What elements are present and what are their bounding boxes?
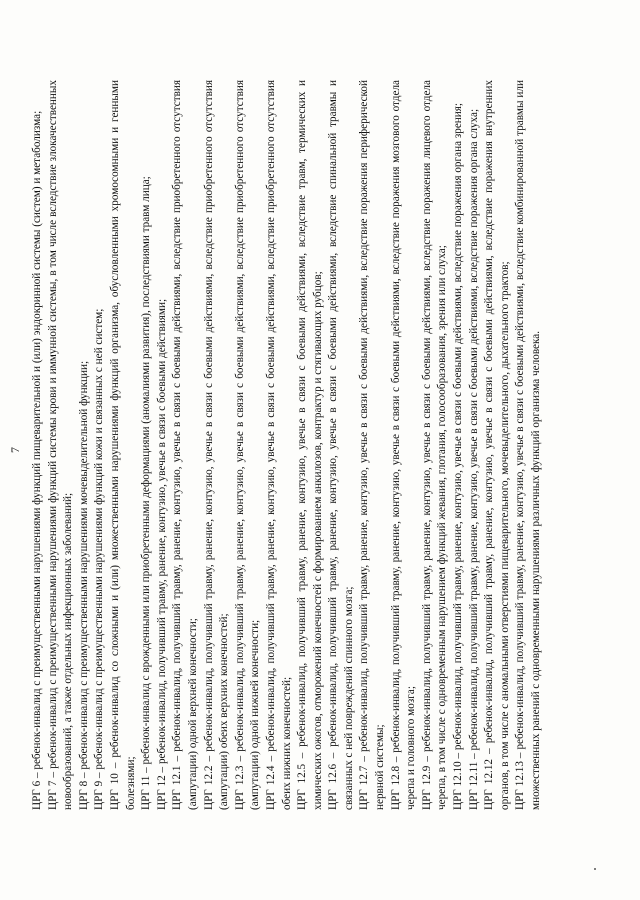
paragraph-crg-8: ЦРГ 8 – ребенок-инвалид с преимущественными нарушениями мочевыделительной функции; <box>77 360 90 810</box>
document-body <box>30 80 545 810</box>
paragraph-crg-12-1: ЦРГ 12.1 – ребенок-инвалид, получивший травму, ранение, контузию, увечье в связи с боевыми действиями, вследствие приобретенного отсутствия (ампутации) одной верхней конечности; <box>171 80 199 810</box>
paragraph-crg-12-9: ЦРГ 12.9 – ребенок-инвалид, получивший травму, ранение, контузию, увечье в связи с боевыми действиями, вследствие поражения лицевого отдела черепа, в том числе с одновременным нарушением функций жевания, глотания, голосообразования, зрения или слуха; <box>420 80 449 810</box>
paragraph-crg-12: ЦРГ 12 – ребенок-инвалид, получивший травму, ранение, контузию, увечье в связи с боевыми действиями; <box>155 298 168 810</box>
page-number: 7 <box>8 447 22 453</box>
paragraph-crg-9: ЦРГ 9 – ребенок-инвалид с преимущественными нарушениями функций кожи и связанных с ней систем; <box>93 308 106 810</box>
paragraph-crg-12-3: ЦРГ 12.3 – ребенок-инвалид, получивший травму, ранение, контузию, увечье в связи с боевыми действиями, вследствие приобретенного отсутствия (ампутации) одной нижней конечности; <box>233 80 262 810</box>
paragraph-crg-12-4: ЦРГ 12.4 – ребенок-инвалид, получивший травму, ранение, контузию, увечье в связи с боевыми действиями, вследствие приобретенного отсутствия обеих нижних конечностей; <box>264 80 293 810</box>
paragraph-crg-12-6: ЦРГ 12.6 – ребенок-инвалид, получивший травму, ранение, контузию, увечье в связи с боевыми действиями, вследствие спинальной травмы и связанных с ней повреждений спинного мозга; <box>327 80 355 810</box>
paragraph-crg-12-11: ЦРГ 12.11 – ребенок-инвалид, получивший травму, ранение, контузию, увечье в связи с боевыми действиями, вследствие поражения органа слуха; <box>467 108 480 810</box>
paragraph-crg-12-2: ЦРГ 12.2 – ребенок-инвалид, получивший травму, ранение, контузию, увечье в связи с боевыми действиями, вследствие приобретенного отсутствия (ампутации) обеих верхних конечностей; <box>202 80 231 810</box>
paragraph-crg-6: ЦРГ 6 – ребенок-инвалид с преимущественными нарушениями функций пищеварительной и (или) эндокринной системы (систем) и метаболизма; <box>31 110 43 810</box>
paragraph-crg-12-5: ЦРГ 12.5 – ребенок-инвалид, получивший травму, ранение, контузию, увечье в связи с боевыми действиями, вследствие травм, термических и химических ожогов, отморожений конечностей с формированием анкилозов, контрактур и стягивающих рубцов; <box>296 80 324 810</box>
paragraph-crg-7: ЦРГ 7 – ребенок-инвалид с преимущественными нарушениями функций системы крови и иммунной системы, в том числе вследствие злокачественных новообразований, а также отдельных инфекционных заболеваний; <box>46 80 75 810</box>
paragraph-crg-12-8: ЦРГ 12.8 – ребенок-инвалид, получивший травму, ранение, контузию, увечье в связи с боевыми действиями, вследствие поражения мозгового отдела черепа и головного мозга; <box>389 80 418 810</box>
paragraph-crg-12-13: ЦРГ 12.13 – ребенок-инвалид, получивший травму, ранение, контузию, увечье в связи с боевыми действиями, вследствие комбинированной травмы или множественных ранений с одновременными нарушениями различных функций организма человека. <box>514 80 542 810</box>
paragraph-crg-12-10: ЦРГ 12.10 – ребенок-инвалид, получивший травму, ранение, контузию, увечье в связи с боевыми действиями, вследствие поражения органа зрения; <box>452 102 465 810</box>
paragraph-crg-12-12: ЦРГ 12.12 – ребенок-инвалид, получивший травму, ранение, контузию, увечье в связи с боевыми действиями, вследствие поражения внутренних органов, в том числе с аномальными отверстиями пищеварительного, мочевыделительного, дыхательного трактов; <box>483 80 511 810</box>
paragraph-crg-10: ЦРГ 10 – ребенок-инвалид со сложными и (или) множественными нарушениями функций организма, обусловленными хромосомными и генными болезнями; <box>108 80 137 810</box>
paragraph-crg-12-7: ЦРГ 12.7 – ребенок-инвалид, получивший травму, ранение, контузию, увечье в связи с боевыми действиями, вследствие поражения периферической нервной системы; <box>358 80 387 810</box>
scan-speck <box>594 868 596 870</box>
paragraph-crg-11: ЦРГ 11 – ребенок-инвалид с врожденными или приобретенными деформациями (аномалиями развития), последствиями травм лица; <box>140 176 153 810</box>
